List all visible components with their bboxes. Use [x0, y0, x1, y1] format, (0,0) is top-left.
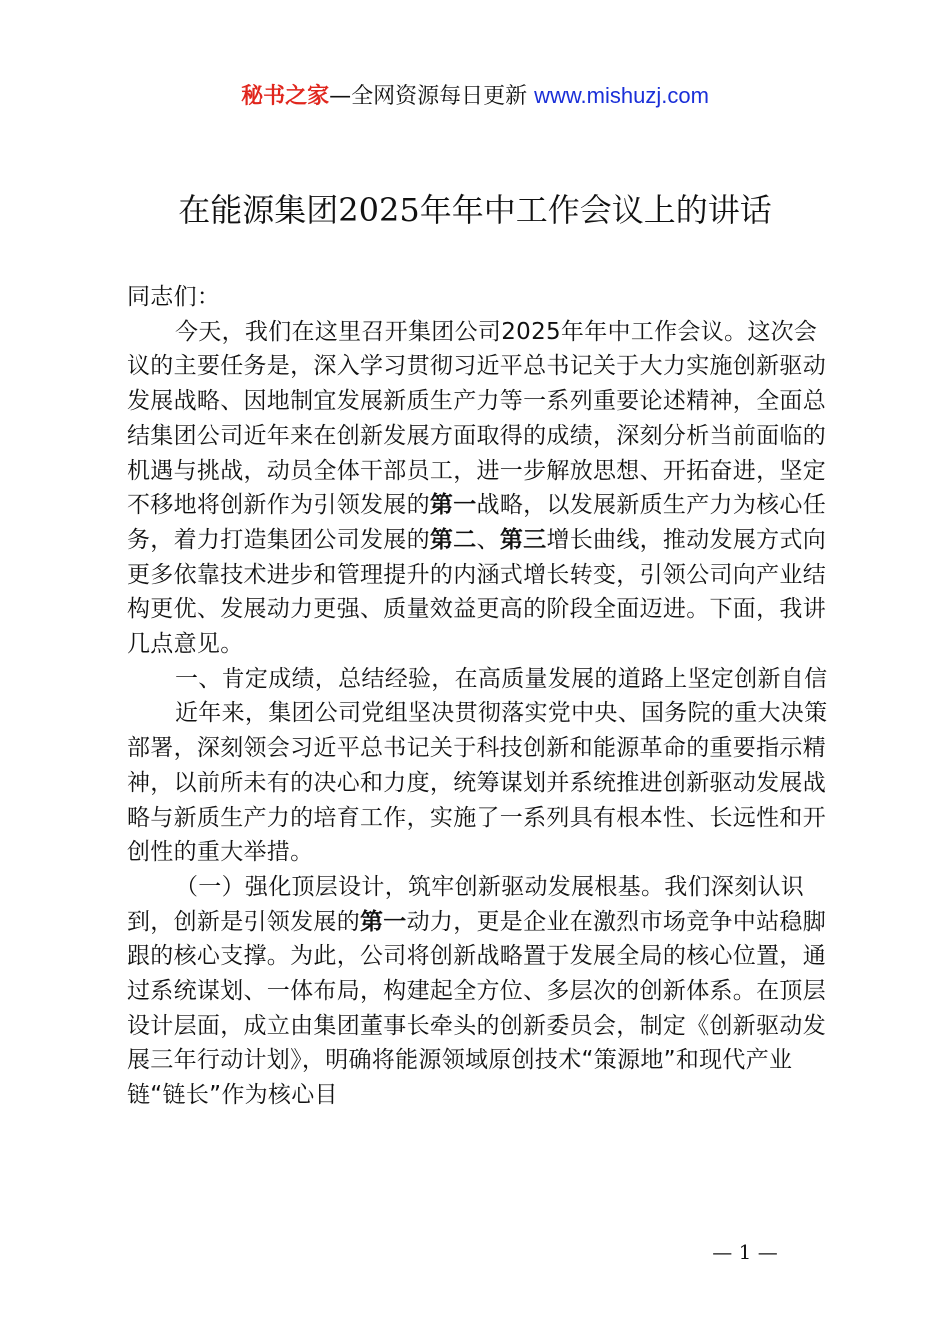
paragraph-achievements: 近年来，集团公司党组坚决贯彻落实党中央、国务院的重大决策部署，深刻领会习近平总书记关于科技创新和能源革命的重要指示精神，以前所未有的决心和力度，统筹谋划并系统推进创新驱动发展战略与新质生产力的培育工作，实施了一系列具有根本性、长远性和开创性的重大举措。 — [127, 700, 828, 866]
bold-term: 第二 — [429, 526, 477, 553]
page-number: — 1 — — [712, 1240, 778, 1264]
bold-term: 第一 — [429, 492, 477, 519]
salutation: 同志们： — [127, 284, 221, 310]
text-run: 今天，我们在这里召开集团公司2025年年中工作会议。这次会议的主要任务是，深入学习贯彻习近平总书记关于大力实施创新驱动发展战略、因地制宜发展新质生产力等一系列重要论述精神，全面总结集团公司近年来在创新发展方面取得的成绩，深刻分析当前面临的机遇与挑战，动员全体干部员工，进一步解放思想、开拓奋进，坚定不移地将创新作为引领发展的 — [127, 318, 826, 519]
bold-term: 第一 — [360, 908, 407, 935]
paragraph-top-level-design — [127, 870, 833, 1113]
document-title: 在能源集团2025年年中工作会议上的讲话 — [178, 191, 772, 229]
bold-term: 第三 — [499, 526, 547, 553]
text-run: 、 — [476, 526, 500, 553]
text-run: 增长曲线，推动发展方式向更多依靠技术进步和管理提升的内涵式增长转变，引领公司向产业结构更优、发展动力更强、质量效益更高的阶段全面迈进。下面，我讲几点意见。 — [127, 526, 827, 658]
text-run: 动力，更是企业在激烈市场竞争中站稳脚跟的核心支撑。为此，公司将创新战略置于发展全局的核心位置，通过系统谋划、一体布局，构建起全方位、多层次的创新体系。在顶层设计层面，成立由集团董事长牵头的创新委员会，制定《创新驱动发展三年行动计划》，明确将能源领域原创技术“策源地”和现代产业链“链长”作为核心目 — [127, 908, 827, 1109]
paragraph-intro — [127, 315, 833, 662]
site-url-link[interactable]: www.mishuzj.com — [534, 83, 709, 108]
brand-name: 秘书之家 — [241, 84, 330, 109]
text-run: 战略，以发展新质生产力为核心任务，着力打造集团公司发展的 — [127, 492, 827, 553]
document-body — [127, 280, 833, 1113]
text-run: （一）强化顶层设计，筑牢创新驱动发展根基。我们深刻认识到，创新是引领发展的 — [127, 873, 805, 935]
section-heading: 一、肯定成绩，总结经验，在高质量发展的道路上坚定创新自信 — [175, 665, 828, 692]
site-banner — [0, 80, 950, 113]
banner-tagline: —全网资源每日更新 — [329, 84, 528, 109]
